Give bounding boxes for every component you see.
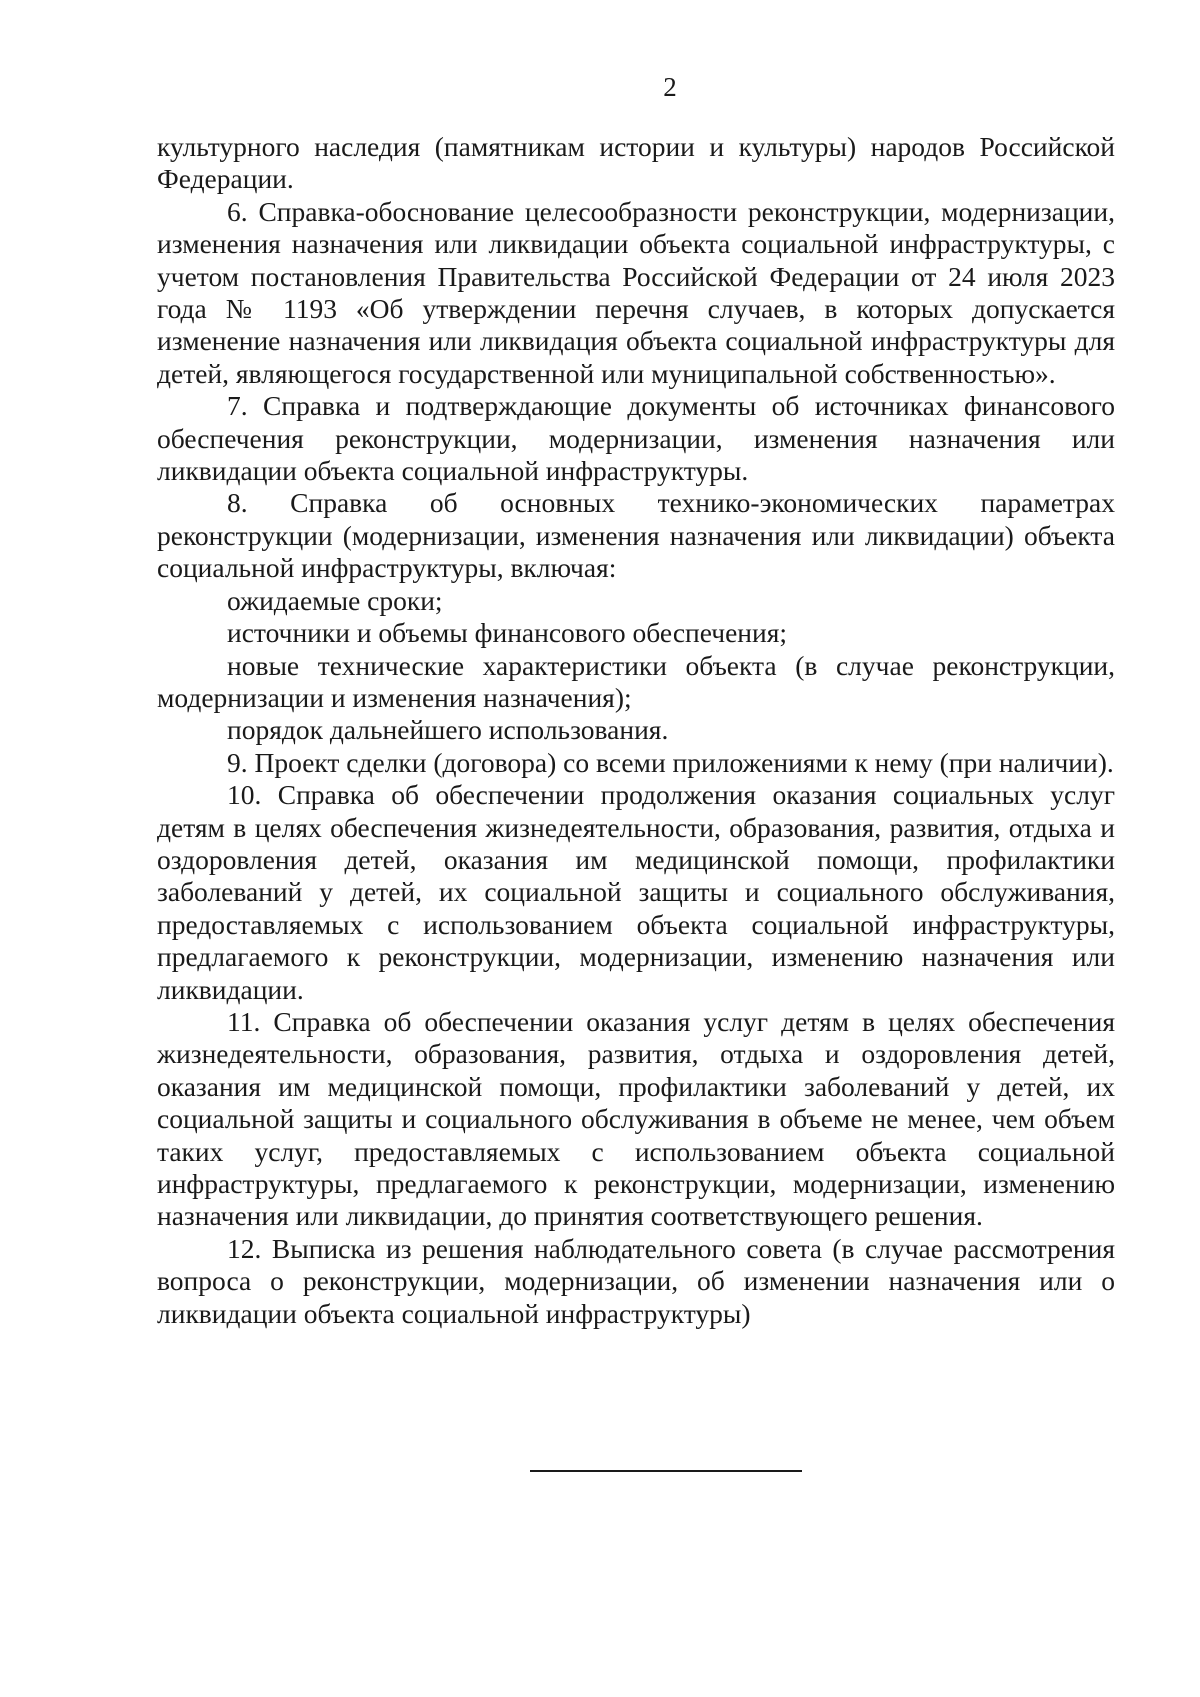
- paragraph-item-7: 7. Справка и подтверждающие документы об источниках финансового обеспечения реконструкции, модернизации, изменения назначения или ликвидации объекта социальной инфраструктуры.: [157, 390, 1115, 487]
- document-body: [157, 131, 1115, 1330]
- paragraph-item-8-subitem-3: новые технические характеристики объекта (в случае реконструкции, модернизации и изменения назначения);: [157, 649, 1115, 713]
- paragraph-item-8-subitem-4: порядок дальнейшего использования.: [227, 714, 669, 746]
- paragraph-item-11: 11. Справка об обеспечении оказания услуг детям в целях обеспечения жизнедеятельности, образования, развития, отдыха и оздоровления детей, оказания им медицинской помощи, профилактики заболеваний у детей, их социальной защиты и социального обслуживания в объеме не менее, чем объем таких услуг, предоставляемых с использованием объекта социальной инфраструктуры, предлагаемого к реконструкции, модернизации, изменению назначения или ликвидации, до принятия соответствующего решения.: [157, 1005, 1115, 1232]
- paragraph-continuation: культурного наследия (памятникам истории и культуры) народов Российской Федерации.: [157, 131, 1115, 195]
- end-of-document-rule: [530, 1470, 802, 1472]
- paragraph-item-8-subitem-1: ожидаемые сроки;: [227, 584, 443, 616]
- paragraph-item-12: 12. Выписка из решения наблюдательного совета (в случае рассмотрения вопроса о реконструкции, модернизации, об изменении назначения или о ликвидации объекта социальной инфраструктуры): [157, 1232, 1115, 1329]
- paragraph-item-8-subitem-2: источники и объемы финансового обеспечения;: [227, 617, 788, 649]
- paragraph-item-10: 10. Справка об обеспечении продолжения оказания социальных услуг детям в целях обеспечения жизнедеятельности, образования, развития, отдыха и оздоровления детей, оказания им медицинской помощи, профилактики заболеваний у детей, их социальной защиты и социального обслуживания, предоставляемых с использованием объекта социальной инфраструктуры, предлагаемого к реконструкции, модернизации, изменению назначения или ликвидации.: [157, 779, 1115, 1005]
- paragraph-item-8: 8. Справка об основных технико-экономических параметрах реконструкции (модернизации, изменения назначения или ликвидации) объекта социальной инфраструктуры, включая:: [157, 487, 1115, 584]
- paragraph-item-9: 9. Проект сделки (договора) со всеми приложениями к нему (при наличии).: [227, 746, 1114, 778]
- paragraph-item-6: 6. Справка-обоснование целесообразности реконструкции, модернизации, изменения назначения или ликвидации объекта социальной инфраструктуры, с учетом постановления Правительства Российской Федерации от 24 июля 2023 года № 1193 «Об утверждении перечня случаев, в которых допускается изменение назначения или ликвидация объекта социальной инфраструктуры для детей, являющегося государственной или муниципальной собственностью».: [157, 195, 1115, 389]
- page-number: 2: [663, 72, 677, 102]
